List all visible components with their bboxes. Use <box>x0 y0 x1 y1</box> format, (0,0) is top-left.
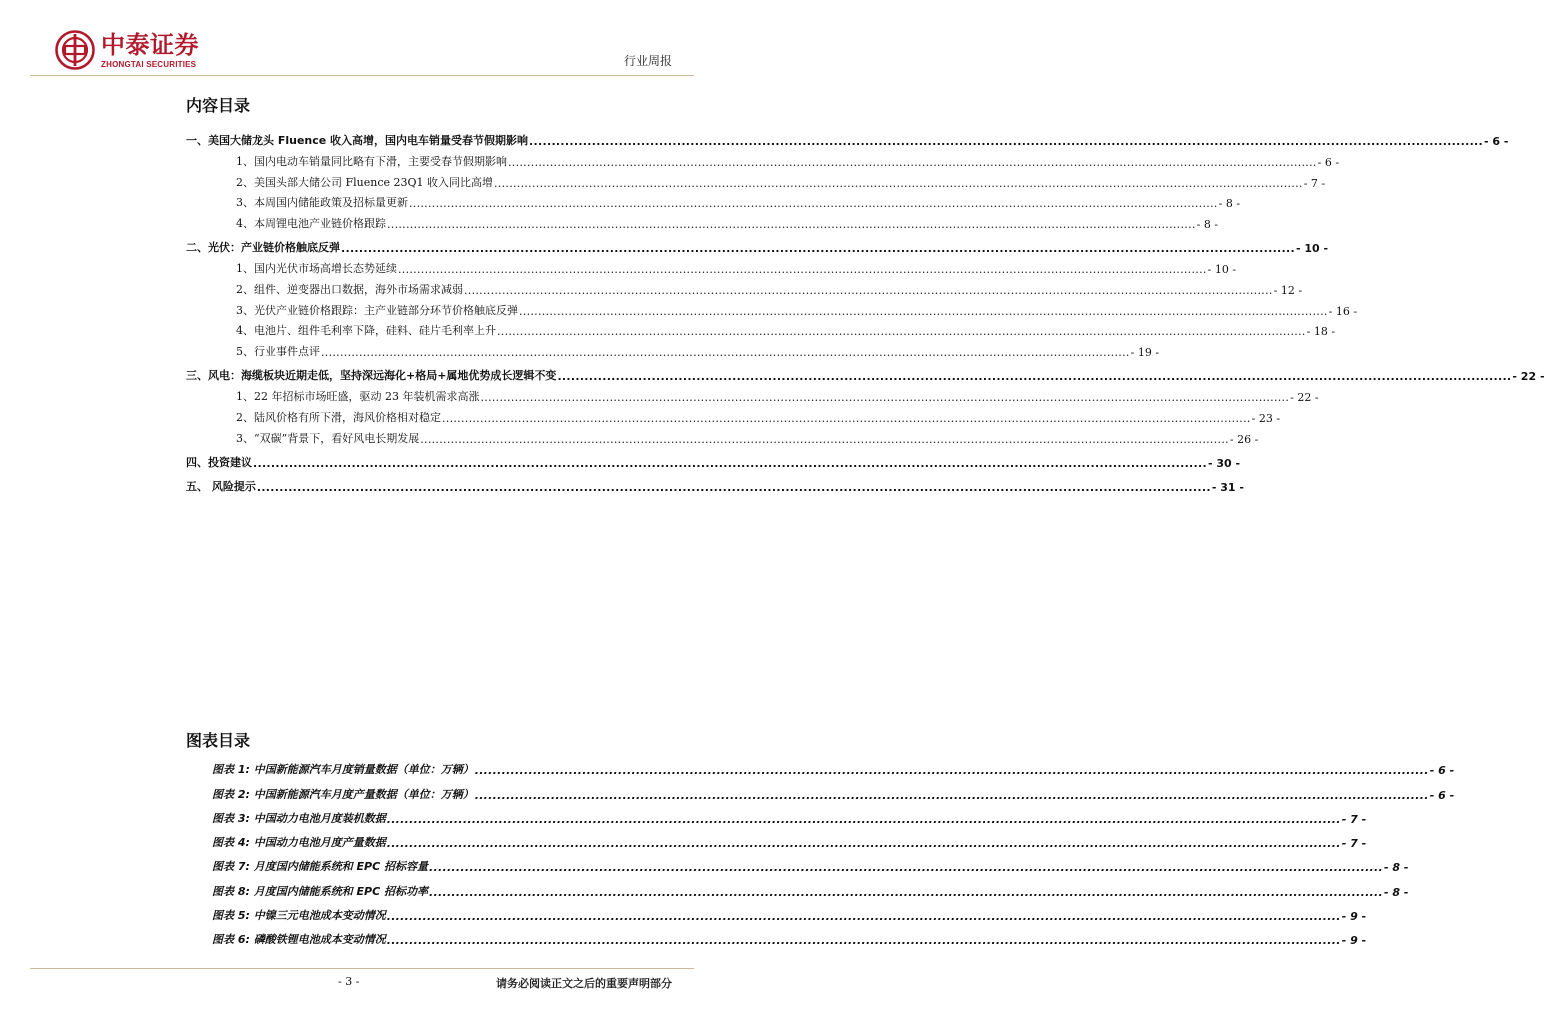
entry-page-number: - 19 - <box>1130 346 1160 360</box>
toc-chapter-entry[interactable] <box>186 359 1545 384</box>
entry-title: 二、光伏：产业链价格触底反弹 <box>186 241 340 255</box>
dot-leader <box>387 837 1341 850</box>
dot-leader <box>429 861 1383 874</box>
entry-title: 图表 5: 中镍三元电池成本变动情况 <box>212 909 386 923</box>
logo-english-name: ZHONGTAI SECURITIES <box>101 60 197 69</box>
toc-section-entry[interactable] <box>186 276 1303 297</box>
entry-page-number: - 8 - <box>1196 218 1219 232</box>
lof-title: 图表目录 <box>186 731 251 750</box>
dot-leader <box>409 197 1218 210</box>
toc-section-entry[interactable] <box>186 255 1237 276</box>
footer-divider <box>30 968 694 969</box>
entry-page-number: - 9 - <box>1341 934 1367 948</box>
entry-page-number: - 23 - <box>1251 411 1281 425</box>
entry-title: 4、电池片、组件毛利率下降，硅料、硅片毛利率上升 <box>236 324 496 338</box>
dot-leader <box>508 156 1317 169</box>
toc-section-entry[interactable] <box>186 190 1241 211</box>
dot-leader <box>557 370 1511 383</box>
entry-title: 2、组件、逆变器出口数据，海外市场需求减弱 <box>236 282 463 296</box>
dot-leader <box>442 412 1251 425</box>
entry-page-number: - 8 - <box>1384 885 1409 899</box>
entry-title: 一、美国大储龙头 Fluence 收入高增，国内电车销量受春节假期影响 <box>186 134 529 147</box>
figure-list-item[interactable] <box>186 874 1409 899</box>
entry-title: 图表 2: 中国新能源汽车月度产量数据（单位：万辆） <box>212 787 474 801</box>
table-of-contents <box>186 126 1545 494</box>
entry-page-number: - 30 - <box>1207 456 1241 470</box>
toc-section-entry[interactable] <box>186 169 1326 190</box>
dot-leader <box>519 305 1328 318</box>
entry-page-number: - 18 - <box>1306 325 1336 339</box>
entry-page-number: - 8 - <box>1218 197 1241 211</box>
dot-leader <box>420 433 1229 446</box>
entry-page-number: - 26 - <box>1229 432 1259 446</box>
entry-title: 图表 7: 月度国内储能系统和 EPC 招标容量 <box>212 860 429 874</box>
toc-section-entry[interactable] <box>186 148 1340 169</box>
entry-page-number: - 12 - <box>1273 283 1303 297</box>
entry-page-number: - 7 - <box>1303 176 1326 190</box>
entry-title: 2、陆风价格有所下滑，海风价格相对稳定 <box>236 410 441 424</box>
dot-leader <box>341 242 1295 255</box>
entry-page-number: - 6 - <box>1429 764 1455 778</box>
dot-leader <box>387 218 1196 231</box>
dot-leader <box>321 346 1130 359</box>
toc-chapter-entry[interactable] <box>186 470 1244 494</box>
entry-title: 4、本周锂电池产业链价格跟踪 <box>236 217 386 231</box>
dot-leader <box>429 886 1383 899</box>
toc-chapter-entry[interactable] <box>186 446 1241 470</box>
entry-page-number: - 7 - <box>1341 812 1367 826</box>
dot-leader <box>497 325 1306 338</box>
toc-title: 内容目录 <box>186 96 251 115</box>
dot-leader <box>464 284 1273 297</box>
toc-section-entry[interactable] <box>186 404 1281 425</box>
dot-leader <box>387 813 1341 826</box>
entry-title: 图表 4: 中国动力电池月度产量数据 <box>212 836 386 850</box>
entry-page-number: - 31 - <box>1211 480 1244 494</box>
dot-leader <box>475 789 1429 802</box>
dot-leader <box>257 481 1211 494</box>
dot-leader <box>475 764 1429 777</box>
dot-leader <box>253 457 1207 470</box>
entry-page-number: - 7 - <box>1341 837 1367 851</box>
company-logo <box>55 30 225 72</box>
entry-page-number: - 10 - <box>1295 242 1329 256</box>
figure-list-item[interactable] <box>186 826 1367 851</box>
figure-list-item[interactable] <box>186 802 1367 826</box>
list-of-figures <box>186 753 1455 948</box>
toc-section-entry[interactable] <box>186 318 1336 339</box>
dot-leader <box>387 910 1341 923</box>
entry-title: 1、国内电动车销量同比略有下滑，主要受春节假期影响 <box>236 154 507 168</box>
toc-section-entry[interactable] <box>186 383 1319 404</box>
entry-title: 图表 6: 磷酸铁锂电池成本变动情况 <box>212 933 386 947</box>
figure-list-item[interactable] <box>186 777 1455 802</box>
figure-list-item[interactable] <box>186 899 1367 924</box>
entry-title: 3、光伏产业链价格跟踪：主产业链部分环节价格触底反弹 <box>236 303 518 317</box>
toc-section-entry[interactable] <box>186 297 1358 318</box>
toc-section-entry[interactable] <box>186 425 1259 446</box>
page-number: - 3 - <box>338 975 360 988</box>
toc-section-entry[interactable] <box>186 338 1160 360</box>
dot-leader <box>494 177 1303 190</box>
report-type-label: 行业周报 <box>623 54 672 68</box>
entry-title: 2、美国头部大储公司 Fluence 23Q1 收入同比高增 <box>236 175 494 189</box>
entry-title: 五、 风险提示 <box>186 479 256 493</box>
entry-page-number: - 16 - <box>1328 304 1358 318</box>
dot-leader <box>529 135 1483 148</box>
entry-title: 3、“双碳”背景下，看好风电长期发展 <box>236 431 420 445</box>
entry-page-number: - 9 - <box>1341 910 1367 924</box>
figure-list-item[interactable] <box>186 753 1455 778</box>
entry-page-number: - 10 - <box>1207 262 1237 276</box>
entry-title: 图表 3: 中国动力电池月度装机数据 <box>212 811 386 825</box>
entry-title: 图表 1: 中国新能源汽车月度销量数据（单位：万辆） <box>212 763 474 777</box>
dot-leader <box>480 391 1289 404</box>
entry-title: 1、22 年招标市场旺盛，驱动 23 年装机需求高涨 <box>236 389 480 403</box>
entry-title: 三、风电：海缆板块近期走低，坚持深远海化+格局+属地优势成长逻辑不变 <box>186 369 557 383</box>
logo-chinese-name: 中泰证券 <box>101 31 199 59</box>
entry-page-number: - 6 - <box>1317 155 1340 169</box>
entry-page-number: - 22 - <box>1512 370 1545 384</box>
toc-chapter-entry[interactable] <box>186 126 1509 148</box>
entry-title: 3、本周国内储能政策及招标量更新 <box>236 196 408 210</box>
entry-page-number: - 6 - <box>1484 135 1509 148</box>
entry-page-number: - 8 - <box>1384 861 1409 875</box>
figure-list-item[interactable] <box>186 850 1409 875</box>
entry-title: 5、行业事件点评 <box>236 345 320 359</box>
entry-title: 图表 8: 月度国内储能系统和 EPC 招标功率 <box>212 884 429 898</box>
toc-chapter-entry[interactable] <box>186 231 1329 256</box>
entry-title: 四、投资建议 <box>186 455 252 469</box>
figure-list-item[interactable] <box>186 923 1367 948</box>
zhongtai-logo-icon <box>55 30 95 70</box>
entry-title: 1、国内光伏市场高增长态势延续 <box>236 261 397 275</box>
footer-disclaimer: 请务必阅读正文之后的重要声明部分 <box>496 977 672 990</box>
dot-leader <box>398 263 1207 276</box>
header-divider <box>30 75 694 76</box>
dot-leader <box>387 934 1341 947</box>
entry-page-number: - 22 - <box>1290 390 1319 404</box>
entry-page-number: - 6 - <box>1429 788 1455 802</box>
toc-section-entry[interactable] <box>186 210 1219 232</box>
